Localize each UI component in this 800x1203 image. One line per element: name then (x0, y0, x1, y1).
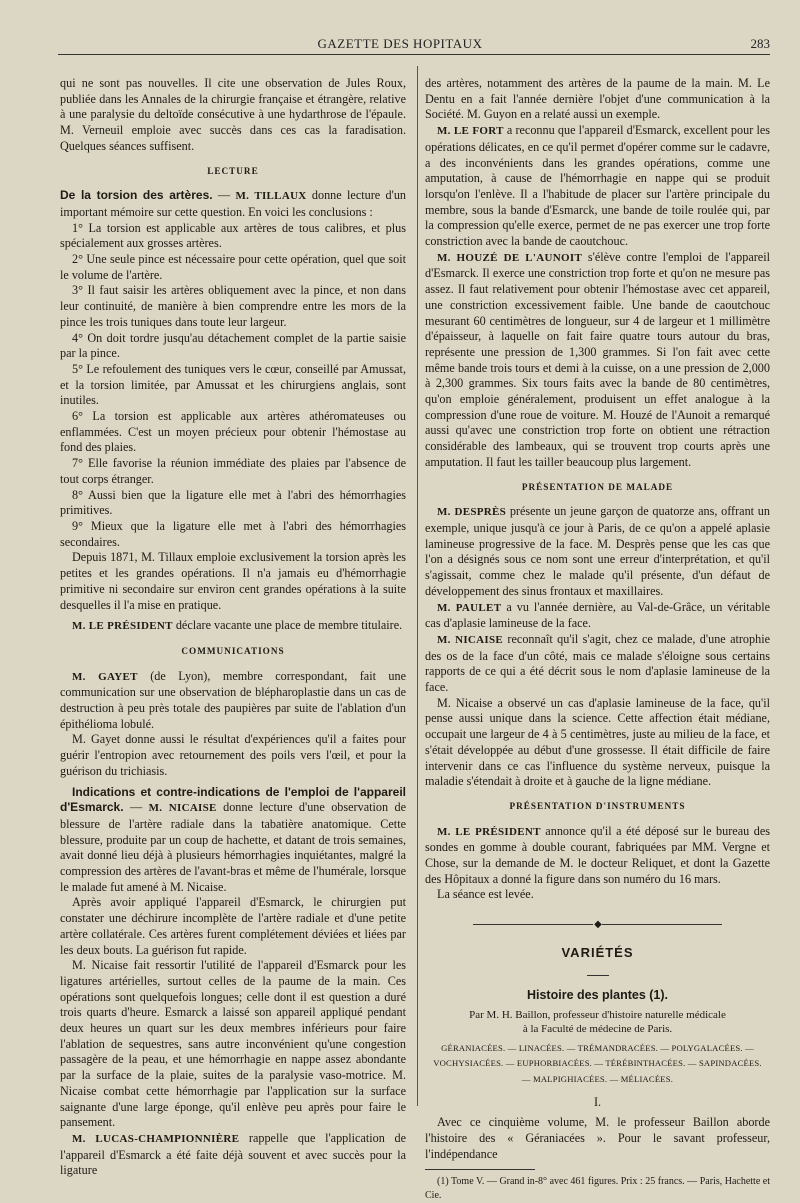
speaker-paulet: M. PAULET (437, 601, 502, 614)
families-line: — MALPIGHIACÉES. — MÉLIACÉES. (521, 1073, 674, 1084)
despres-paragraph: M. DESPRÈS présente un jeune garçon de quatorze ans, offrant un exemple, unique jusqu'à ce jour à Paris, de ce qu'on a appelé aplasie lamineuse progressive de la face. M. Desprès pense que les cas que l'on a désignés sous ce nom sont une erreur d'interprétation, et qu'il s'agissait, comme chez le malade qu'il présente, d'un défaut de développement des sinus frontaux et maxillaires. (425, 504, 770, 598)
nicaise-fait-paragraph: M. Nicaise fait ressortir l'utilité de l'appareil d'Esmarck pour les ligatures artérielles, surtout celles de la paume de la main. Ces opérations sont quelquefois longues; celle dont il est question a duré trois quarts d'heure. Esmarck a laissé son appareil appliqué pendant deux heures un quart sur les deux membres inférieurs pour faire l'ablation de sequestres, sans autre inconvénient qu'une congestion passagère de la peau, et une hémorrhagie en nappe assez abondante par la surface de la plaie, suites de la paralysie vaso-motrice. M. Nicaise combat cette hémorrhagie par l'application sur la surface saignante d'une large éponge, qu'il enlève peu après pour faire le pansement. (60, 958, 406, 1130)
conclusion-item: 2° Une seule pince est nécessaire pour cette opération, quel que soit le volume de l'artère. (60, 252, 406, 282)
author-line-2: à la Faculté de médecine de Paris. (522, 1022, 673, 1035)
intro-paragraph: qui ne sont pas nouvelles. Il cite une observation de Jules Roux, publiée dans les Annales de la chirurgie française et étrangère, relative à une paralysie du deltoïde consécutive à une hydarthrose de l'épaule. M. Verneuil emploie avec succès dans ces cas la faradisation. Quelques séances suffisent. (60, 76, 406, 153)
gayet-paragraph: M. GAYET (de Lyon), membre correspondant, fait une communication sur une observation de blépharoplastie dans un cas de destruction à peu près totale des paupières par suite de l'ablation d'un épithélioma lobulé. (60, 668, 407, 731)
nicaise-paragraph: M. NICAISE reconnaît qu'il s'agit, chez ce malade, d'une atrophie des os de la face d'un côté, mais ce malade s'éloigne sous certains rapports de ce qui a été décrit sous le nom d'aplasie lamineuse de la face. (425, 631, 770, 695)
depuis-paragraph: Depuis 1871, M. Tillaux emploie exclusivement la torsion après les petites et les grandes opérations. Il n'a jamais eu d'hémorrhagie primitive ni secondaire sur environ cent grandes opérations à la suite desquelles il l'a mise en pratique. (60, 550, 406, 612)
header-rule (58, 54, 770, 55)
lucas-paragraph: M. LUCAS-CHAMPIONNIÈRE rappelle que l'application de l'appareil d'Esmarck a été faite déjà souvent et avec succès pour la ligature (60, 1131, 406, 1178)
speaker-president: M. LE PRÉSIDENT (72, 620, 173, 633)
speaker-gayet: M. GAYET (72, 670, 138, 683)
conclusion-item: 9° Mieux que la ligature elle met à l'abri des hémorrhagies secondaires. (60, 518, 406, 549)
varietes-heading: VARIÉTÉS (561, 944, 634, 960)
families-list (425, 1041, 770, 1088)
avec-paragraph: Avec ce cinquième volume, M. le professeur Baillon aborde l'histoire des « Géraniacées ». Pour le savant professeur, l'indépendance (425, 1115, 770, 1161)
conclusion-item: 3° Il faut saisir les artères obliquement avec la pince, et non dans leur continuité, de manière à bien comprendre entre les mors de la pince les trois tuniques dans toute leur largeur. (60, 283, 406, 329)
footnote-rule (425, 1169, 535, 1170)
ornamental-divider: ◆ (425, 917, 770, 933)
apres-paragraph: Après avoir appliqué l'appareil d'Esmarck, le chirurgien put constater une déchirure incomplète de l'artère radiale et d'une petite artère collatérale. Ces artères furent complétement déviées et liées par les deux bouts. La guérison fut rapide. (60, 895, 406, 957)
gayet-paragraph-2: M. Gayet donne aussi le résultat d'expériences qu'il a faites pour guérir l'entropion avec retournement des poils vers l'œil, et pour la guérison du trichiasis. (60, 732, 406, 778)
speaker-nicaise: M. NICAISE (148, 802, 217, 815)
section-number: I. (593, 1095, 602, 1110)
conclusion-item: 6° La torsion est applicable aux artères athéromateuses ou enflammées. C'est un moyen précieux pour obtenir l'hémostase au fond des plaies. (60, 409, 406, 455)
speaker-lucas-championniere: M. LUCAS-CHAMPIONNIÈRE (72, 1133, 240, 1145)
esmarck-title: Indications et contre-indications de l'emploi de l'appareil d'Esmarck. (60, 784, 406, 815)
lefort-paragraph: M. LE FORT a reconnu que l'appareil d'Esmarck, excellent pour les opérations délicates, en ce qu'il permet d'opérer comme sur le cadavre, a des inconvénients dans les grandes opérations, comme une amputation, à cause de l'hémorrhagie en nappe qui se produit lorsqu'on l'enlève. Il a l'habitude de placer sur l'artère principale du membre, sous la bande d'Esmarck, une bande de toile roulée qui, par la compression qu'elle exerce, permet de ne pas exercer une trop forte constriction avec la bande de caoutchouc. (425, 123, 770, 249)
left-column (60, 76, 406, 1179)
right-column (425, 76, 770, 1203)
president-paragraph: M. LE PRÉSIDENT déclare vacante une place de membre titulaire. (72, 618, 403, 633)
conclusion-item: 5° Le refoulement des tuniques vers le cœur, conseillé par Amussat, et la torsion limitée, par Amussat et les chirurgiens anglais, sont inutiles. (60, 361, 406, 408)
page-number: 283 (750, 36, 770, 51)
section-heading-communications: COMMUNICATIONS (181, 645, 285, 656)
short-divider (425, 965, 770, 981)
author-line-1: Par M. H. Baillon, professeur d'histoire naturelle médicale (469, 1008, 726, 1021)
torsion-title: De la torsion des artères. (60, 188, 213, 203)
speaker-despres: M. DESPRÈS (437, 506, 507, 519)
speaker-houze: M. HOUZÉ DE L'AUNOIT (437, 251, 583, 264)
houze-paragraph: M. HOUZÉ DE L'AUNOIT s'élève contre l'emploi de l'appareil d'Esmarck. Il exerce une constriction trop forte et qu'on ne mesure pas assez. Il faut relativement pour obtenir l'hémostase avec cet appareil, une constriction excessivement faible. Une bande de caoutchouc mesurant 60 centimètres de longueur, sur 4 de largeur et 1 millimètre d'épaisseur, à laquelle on fait faire quatre tours autour du bras, représente une pression de 1,300 grammes. Si l'on fait avec cette même bande trois tours et demi à la cuisse, on a une pression de 2,000 à 2,300 grammes. Six tours faits avec la bande de 80 centimètres, qu'on emploie généralement, produisent un effet analogue à la compression d'une roue de voiture. M. Houzé de l'Aunoit a remarqué aussi qu'avec une constriction trop forte on obtient une rétraction considérable des lambeaux, qui se trouvent trop courts après une amputation. Il faut les tailler beaucoup plus largement. (425, 249, 770, 469)
column-divider (417, 66, 418, 1106)
conclusion-item: 8° Aussi bien que la ligature elle met à l'abri des hémorrhagies primitives. (60, 487, 406, 518)
page-header-title: GAZETTE DES HOPITAUX (317, 36, 483, 51)
conclusion-item: 4° On doit tordre jusqu'au détachement complet de la partie saisie par la pince. (60, 330, 406, 361)
speaker-le-fort: M. LE FORT (437, 125, 504, 138)
families-line: GÉRANIACÉES. — LINACÉES. — TRÉMANDRACÉES. — POLYGALACÉES. — (441, 1042, 754, 1053)
section-heading-lecture: LECTURE (207, 165, 259, 176)
conclusion-item: 1° La torsion est applicable aux artères de tous calibres, et plus spécialement aux grosses artères. (60, 220, 406, 251)
paulet-paragraph: M. PAULET a vu l'année dernière, au Val-de-Grâce, un véritable cas d'aplasie lamineuse de la face. (425, 599, 770, 631)
torsion-paragraph: De la torsion des artères. — M. TILLAUX donne lecture d'un important mémoire sur cette question. En voici les conclusions : (60, 188, 407, 219)
president-instruments-paragraph: M. LE PRÉSIDENT annonce qu'il a été déposé sur le bureau des sondes en gomme à double courant, fabriquées par MM. Vergne et Chose, sur la demande de M. le docteur Reliquet, et dont la Gazette des Hôpitaux a donné la figure dans son numéro du 16 mars. (425, 823, 770, 886)
section-heading-presentation-malade: PRÉSENTATION DE MALADE (521, 481, 674, 492)
esmarck-paragraph: Indications et contre-indications de l'emploi de l'appareil d'Esmarck. — M. NICAISE donne lecture d'une observation de blessure de l'artère radiale dans la tabatière anatomique. Cette blessure, produite par un coup de hachette, et datant de trois semaines, avait donné lieu déjà à plusieurs hémorrhagies inquiétantes, malgré la compression des artères de l'avant-bras et même de l'humérale, lorsque le malade fut amené à M. Nicaise. (60, 784, 406, 894)
footnote: (1) Tome V. — Grand in-8° avec 461 figures. Prix : 25 francs. — Paris, Hachette et Cie. (425, 1176, 770, 1202)
speaker-nicaise-2: M. NICAISE (437, 633, 504, 646)
article-title: Histoire des plantes (1). (526, 988, 668, 1003)
section-heading-presentation-instruments: PRÉSENTATION D'INSTRUMENTS (509, 800, 686, 811)
nicaise-observation-paragraph: M. Nicaise a observé un cas d'aplasie lamineuse de la face, qu'il pense aussi unique dans la science. Cette affection était médiane, occupait une largeur de 4 à 5 centimètres, juste au milieu de la face, et s'était développée au début d'une grossesse. Il était difficile de faire intervenir dans ce cas l'influence du système nerveux, puisque la maladie s'étendait à droite et à gauche de la ligne médiane. (425, 695, 770, 789)
conclusion-item: 7° Elle favorise la réunion immédiate des plaies par l'absence de tout corps étranger. (60, 456, 406, 486)
families-line: VOCHYSIACÉES. — EUPHORBIACÉES. — TÉRÉBINTHACÉES. — SAPINDACÉES. (433, 1058, 762, 1069)
speaker-tillaux: M. TILLAUX (235, 190, 307, 203)
seance-levee: La séance est levée. (437, 887, 534, 902)
continuation-paragraph: des artères, notamment des artères de la paume de la main. M. Le Dentu en a fait l'année dernière l'objet d'une communication à la Société. M. Guyon en a relaté aussi un exemple. (425, 76, 770, 122)
speaker-president-2: M. LE PRÉSIDENT (437, 825, 541, 838)
